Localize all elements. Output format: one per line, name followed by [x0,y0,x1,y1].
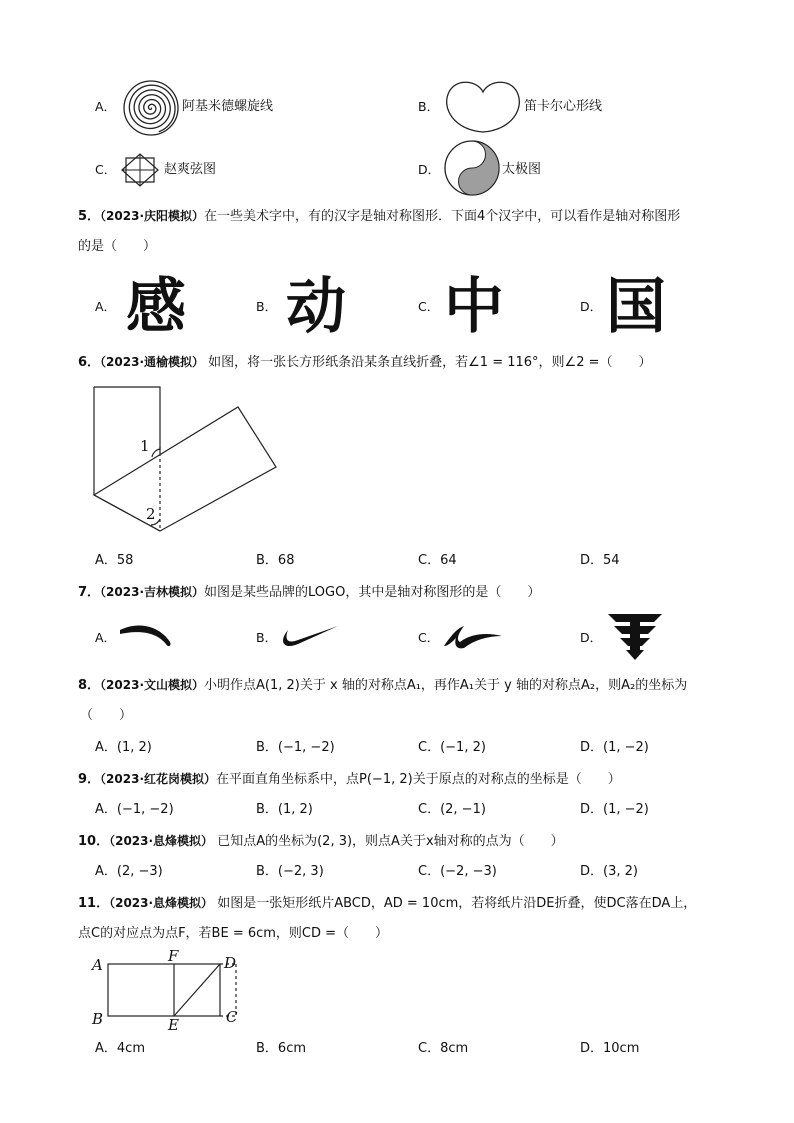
nike-swoosh-logo-icon [280,624,340,650]
q10-option-c: C．(−2, −3) [418,864,497,879]
q11-option-c: C．8cm [418,1041,469,1056]
point-f-label: F [168,947,179,965]
option-letter: C． [418,630,440,645]
descente-logo-icon [604,612,666,662]
question-text: 已知点A的坐标为(2, 3)，则点A关于x轴对称的点为（ ） [217,834,564,849]
question-text: 小明作点A(1, 2)关于 x 轴的对称点A₁，再作A₁关于 y 轴的对称点A₂，则A₂的坐标为 [204,678,688,693]
option-letter: A． [95,99,117,114]
option-letter: D． [580,630,603,645]
question-11-stem [78,894,696,913]
q10-option-b: B．(−2, 3) [256,864,324,879]
option-letter: B． [256,630,278,645]
point-c-label: C [226,1008,238,1026]
option-letter: C． [95,162,117,177]
question-text: 如图是一张矩形纸片ABCD，AD = 10cm，若将纸片沿DE折叠，使DC落在DA上， [217,896,697,911]
question-number: 9． [78,772,101,787]
point-d-label: D [224,954,237,972]
point-b-label: B [92,1010,104,1028]
question-source: （2023·庆阳模拟） [100,209,205,223]
option-letter: D． [418,162,441,177]
question-text: 如图是某些品牌的LOGO，其中是轴对称图形的是（ ） [204,585,541,600]
question-8-stem [78,676,687,695]
question-8-stem-cont: （ ） [80,708,133,723]
question-number: 6． [78,355,101,370]
question-text: 在一些美术字中，有的汉字是轴对称图形．下面4个汉字中，可以看作是轴对称图形 [204,209,681,224]
li-ning-logo-icon [442,624,504,650]
character-option-b: 动 [286,272,346,342]
q8-option-a: A．(1, 2) [95,740,152,755]
q8-option-c: C．(−1, 2) [418,740,486,755]
option-label: 笛卡尔心形线 [524,99,603,114]
q9-option-c: C．(2, −1) [418,802,486,817]
question-10-stem [78,832,564,851]
zhao-shuang-diagram-icon [118,150,162,190]
option-label: 太极图 [502,162,542,177]
question-source: （2023·文山模拟） [100,678,205,692]
character-option-c: 中 [444,272,504,342]
question-source: （2023·息烽模拟） [109,896,214,910]
q11-option-d: D．10cm [580,1041,640,1056]
q9-option-b: B．(1, 2) [256,802,313,817]
question-7-stem [78,583,540,602]
question-source: （2023·息烽模拟） [109,834,214,848]
q6-option-b: B．68 [256,553,295,568]
option-letter: A． [95,299,117,314]
question-number: 7． [78,585,101,600]
archimedean-spiral-icon [122,79,180,137]
character-option-d: 国 [606,272,666,342]
q8-option-b: B．(−1, −2) [256,740,335,755]
angle-2-label: 2 [146,505,156,523]
option-label: 阿基米德螺旋线 [182,99,274,114]
question-source: （2023·通榆模拟） [100,355,205,369]
point-a-label: A [92,956,103,974]
q9-option-a: A．(−1, −2) [95,802,174,817]
question-source: （2023·吉林模拟） [100,585,205,599]
question-text: 在平面直角坐标系中，点P(−1, 2)关于原点的对称点的坐标是（ ） [216,772,621,787]
question-number: 5． [78,209,101,224]
q11-option-b: B．6cm [256,1041,307,1056]
question-number: 10． [78,834,110,849]
question-6-stem [78,353,652,372]
q8-option-d: D．(1, −2) [580,740,649,755]
option-letter: B． [256,299,278,314]
q6-option-a: A．58 [95,553,134,568]
q6-option-d: D．54 [580,553,620,568]
cardioid-icon [444,78,522,134]
q9-option-d: D．(1, −2) [580,802,649,817]
question-number: 8． [78,678,101,693]
q10-option-a: A．(2, −3) [95,864,163,879]
option-letter: C． [418,299,440,314]
swoosh-logo-a-icon [118,622,172,652]
option-letter: D． [580,299,603,314]
q6-option-c: C．64 [418,553,457,568]
question-5-stem-cont: 的是（ ） [78,239,157,254]
taiji-icon [444,140,500,196]
question-5-stem [78,207,680,226]
question-text: 如图，将一张长方形纸条沿某条直线折叠，若∠1 = 116°，则∠2 =（ ） [208,355,652,370]
q10-option-d: D．(3, 2) [580,864,638,879]
question-11-stem-cont: 点C的对应点为点F，若BE = 6cm，则CD =（ ） [78,926,389,941]
character-option-a: 感 [126,272,186,342]
q11-option-a: A．4cm [95,1041,145,1056]
folded-strip-figure [88,385,288,540]
option-letter: B． [418,99,440,114]
question-source: （2023·红花岗模拟） [100,772,217,786]
point-e-label: E [168,1016,179,1034]
question-9-stem [78,770,621,789]
rectangle-fold-figure [90,947,250,1034]
option-letter: A． [95,630,117,645]
question-number: 11． [78,896,110,911]
angle-1-label: 1 [140,437,150,455]
option-label: 赵爽弦图 [164,162,217,177]
